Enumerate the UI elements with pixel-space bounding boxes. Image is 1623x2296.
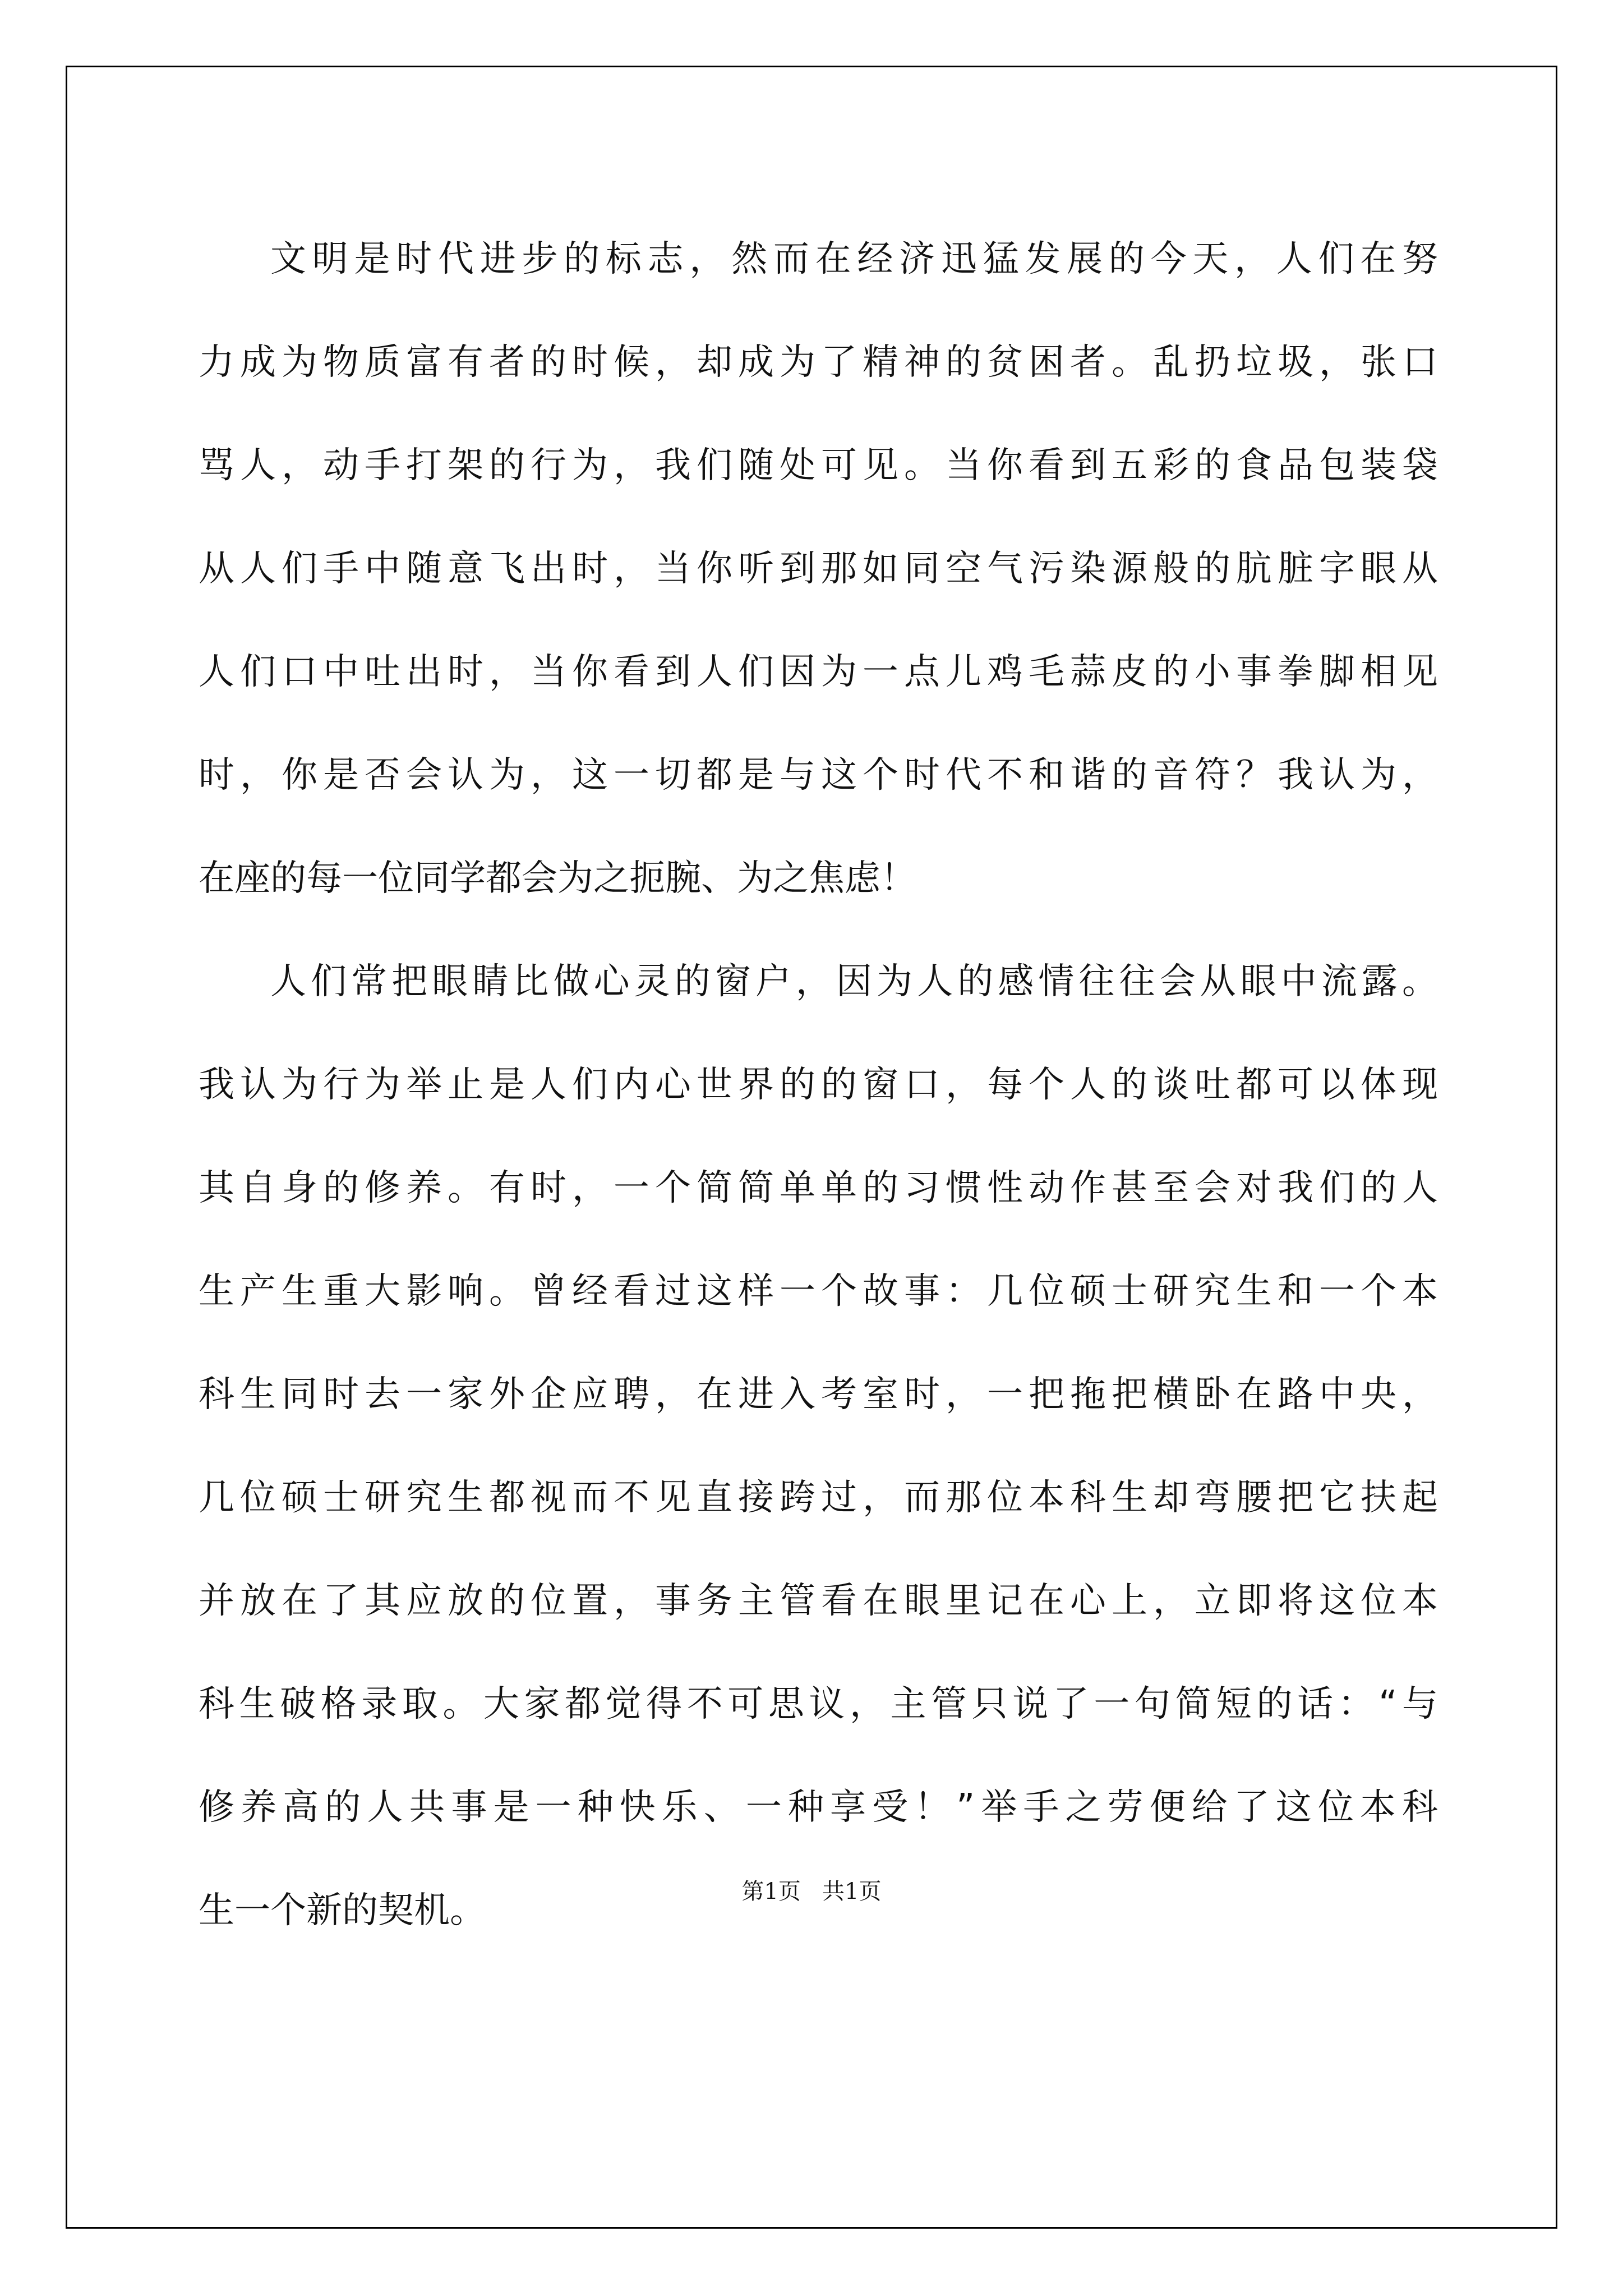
text-line: 几位硕士研究生都视而不见直接跨过，而那位本科生却弯腰把它扶起 [199, 1477, 1438, 1519]
text-line: 文明是时代进步的标志，然而在经济迅猛发展的今天，人们在努 [270, 238, 1438, 280]
page-footer: 第1页 共1页 [741, 1879, 882, 1904]
text-line: 并放在了其应放的位置，事务主管看在眼里记在心上，立即将这位本 [199, 1580, 1438, 1622]
text-line: 从人们手中随意飞出时，当你听到那如同空气污染源般的肮脏字眼从 [199, 548, 1438, 590]
text-line: 科生破格录取。大家都觉得不可思议，主管只说了一句简短的话：“与 [199, 1683, 1438, 1725]
text-line: 生产生重大影响。曾经看过这样一个故事：几位硕士研究生和一个本 [199, 1271, 1438, 1312]
text-line: 力成为物质富有者的时候，却成为了精神的贫困者。乱扔垃圾，张口 [199, 342, 1438, 383]
text-line: 骂人，动手打架的行为，我们随处可见。当你看到五彩的食品包装袋 [199, 445, 1438, 486]
text-line: 时，你是否会认为，这一切都是与这个时代不和谐的音符？我认为， [199, 754, 1438, 796]
text-line: 人们口中吐出时，当你看到人们因为一点儿鸡毛蒜皮的小事拳脚相见 [199, 651, 1438, 693]
text-line: 科生同时去一家外企应聘，在进入考室时，一把拖把横卧在路中央， [199, 1374, 1438, 1415]
text-line: 生一个新的契机。 [199, 1890, 486, 1931]
text-line: 在座的每一位同学都会为之扼腕、为之焦虑！ [199, 858, 916, 899]
paragraph-1 [199, 208, 1438, 930]
document-body [199, 208, 1438, 1962]
text-line: 其自身的修养。有时，一个简简单单的习惯性动作甚至会对我们的人 [199, 1167, 1438, 1209]
text-line: 人们常把眼睛比做心灵的窗户，因为人的感情往往会从眼中流露。 [270, 961, 1438, 1002]
text-line: 我认为行为举止是人们内心世界的的窗口，每个人的谈吐都可以体现 [199, 1064, 1438, 1106]
text-line: 修养高的人共事是一种快乐、一种享受！”举手之劳便给了这位本科 [199, 1787, 1438, 1828]
paragraph-2 [199, 930, 1438, 1962]
